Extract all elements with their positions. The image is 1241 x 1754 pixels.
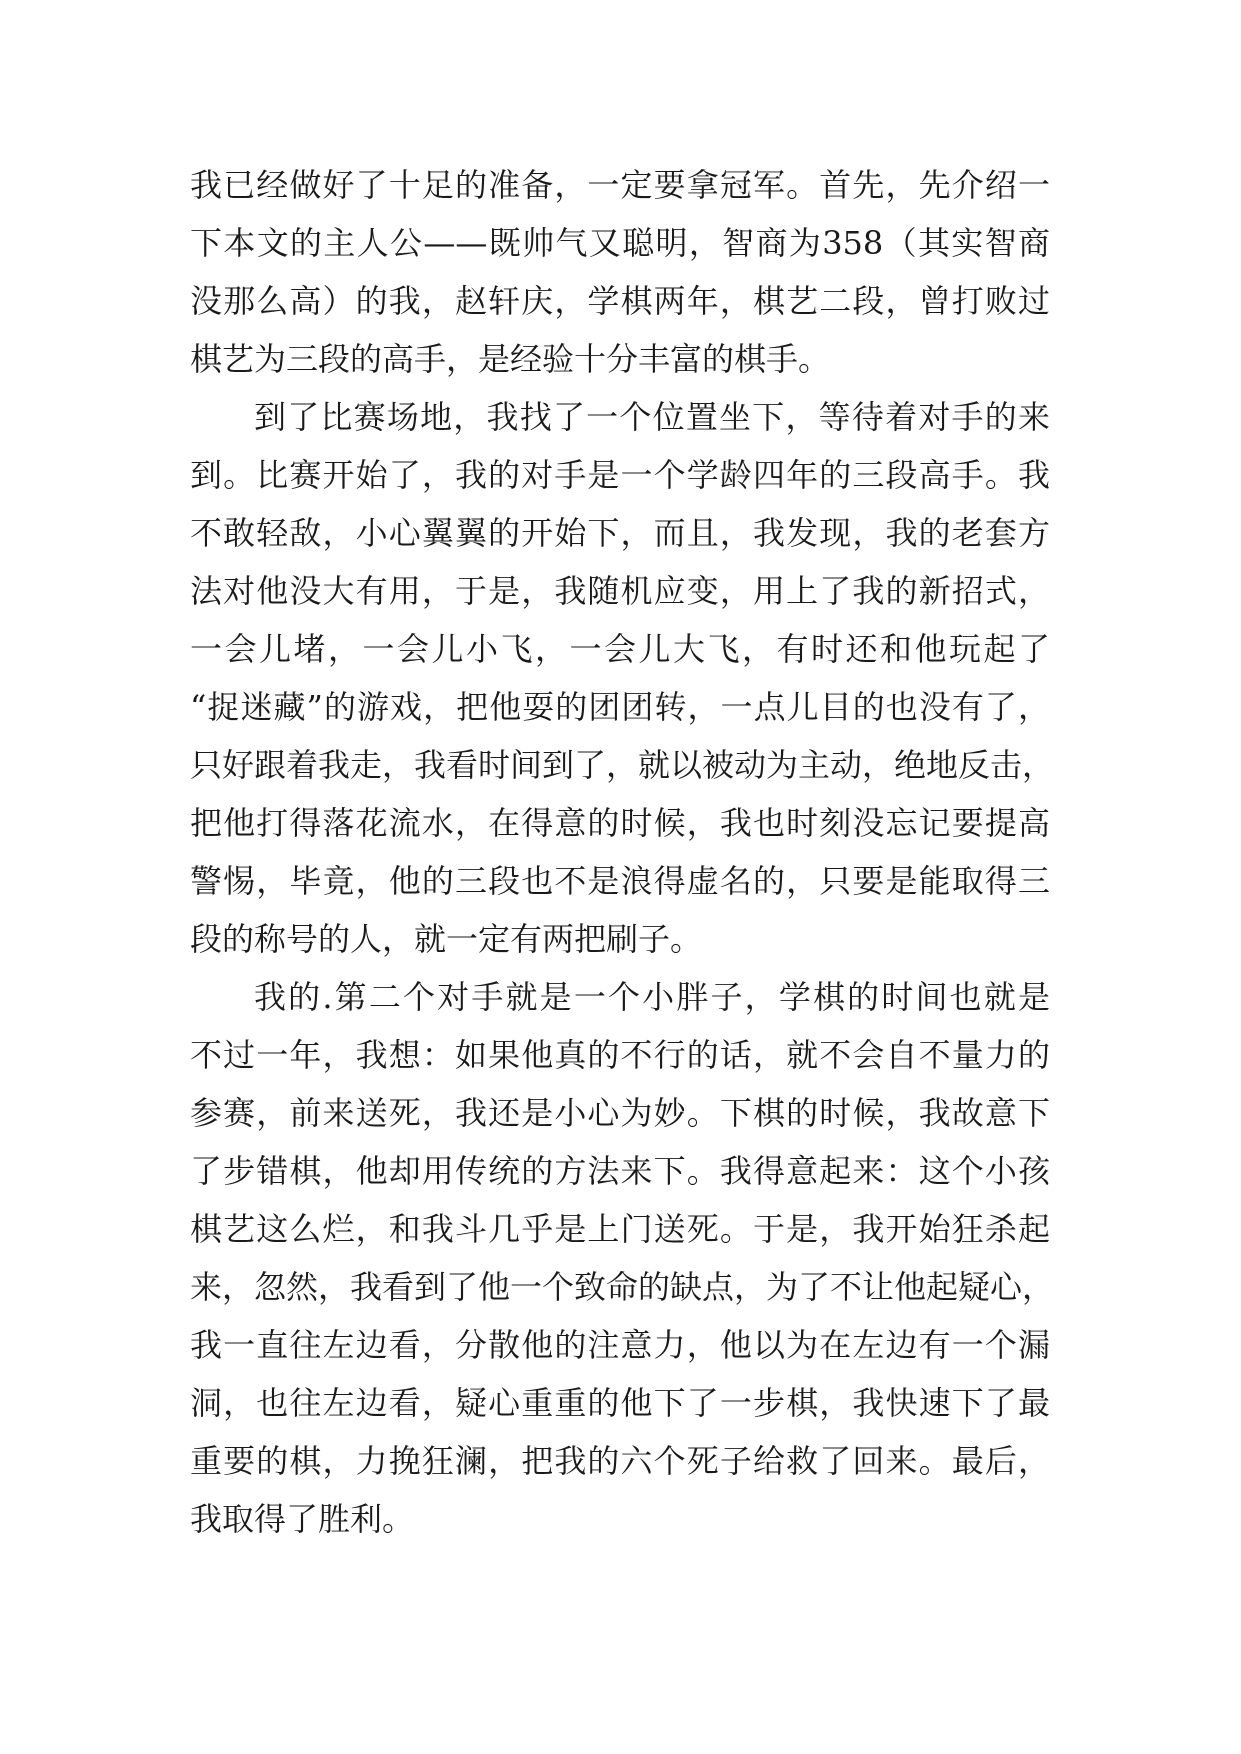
text-line: 来，忽然，我看到了他一个致命的缺点，为了不让他起疑心， <box>190 1268 1055 1306</box>
text-line: 参赛，前来送死，我还是小心为妙。下棋的时候，我故意下 <box>190 1094 1050 1132</box>
text-line: 我的.第二个对手就是一个小胖子，学棋的时间也就是 <box>254 978 1050 1016</box>
text-line: 重要的棋，力挽狂澜，把我的六个死子给救了回来。最后， <box>190 1442 1050 1480</box>
text-line: 到了比赛场地，我找了一个位置坐下，等待着对手的来 <box>254 398 1050 436</box>
text-line: 警惕，毕竟，他的三段也不是浪得虚名的，只要是能取得三 <box>190 862 1050 900</box>
text-line: 一会儿堵，一会儿小飞，一会儿大飞，有时还和他玩起了 <box>190 630 1050 668</box>
text-line: 棋艺为三段的高手，是经验十分丰富的棋手。 <box>190 340 831 378</box>
text-line: 了步错棋，他却用传统的方法来下。我得意起来：这个小孩 <box>190 1152 1050 1190</box>
text-line: 不过一年，我想：如果他真的不行的话，就不会自不量力的 <box>190 1036 1050 1074</box>
text-line: 把他打得落花流水，在得意的时候，我也时刻没忘记要提高 <box>190 804 1050 842</box>
text-line: 法对他没大有用，于是，我随机应变，用上了我的新招式， <box>190 572 1050 610</box>
text-line: 洞，也往左边看，疑心重重的他下了一步棋，我快速下了最 <box>190 1384 1050 1422</box>
paragraph-2 <box>190 388 1055 968</box>
text-line: 我一直往左边看，分散他的注意力，他以为在左边有一个漏 <box>190 1326 1050 1364</box>
text-line: 下本文的主人公——既帅气又聪明，智商为358（其实智商 <box>190 224 1050 262</box>
paragraph-1 <box>190 156 1050 388</box>
text-line: 我取得了胜利。 <box>190 1500 415 1538</box>
text-line: 段的称号的人，就一定有两把刷子。 <box>190 920 703 958</box>
text-line: 没那么高）的我，赵轩庆，学棋两年，棋艺二段，曾打败过 <box>190 282 1050 320</box>
text-line: 只好跟着我走，我看时间到了，就以被动为主动，绝地反击， <box>190 746 1055 784</box>
text-line: 棋艺这么烂，和我斗几乎是上门送死。于是，我开始狂杀起 <box>190 1210 1050 1248</box>
text-line: 到。比赛开始了，我的对手是一个学龄四年的三段高手。我 <box>190 456 1050 494</box>
text-line: 不敢轻敌，小心翼翼的开始下，而且，我发现，我的老套方 <box>190 514 1050 552</box>
text-line: “捉迷藏”的游戏，把他耍的团团转，一点儿目的也没有了， <box>190 688 1050 726</box>
text-line: 我已经做好了十足的准备，一定要拿冠军。首先，先介绍一 <box>190 166 1050 204</box>
paragraph-3 <box>190 968 1055 1548</box>
document-body <box>190 156 1055 1548</box>
